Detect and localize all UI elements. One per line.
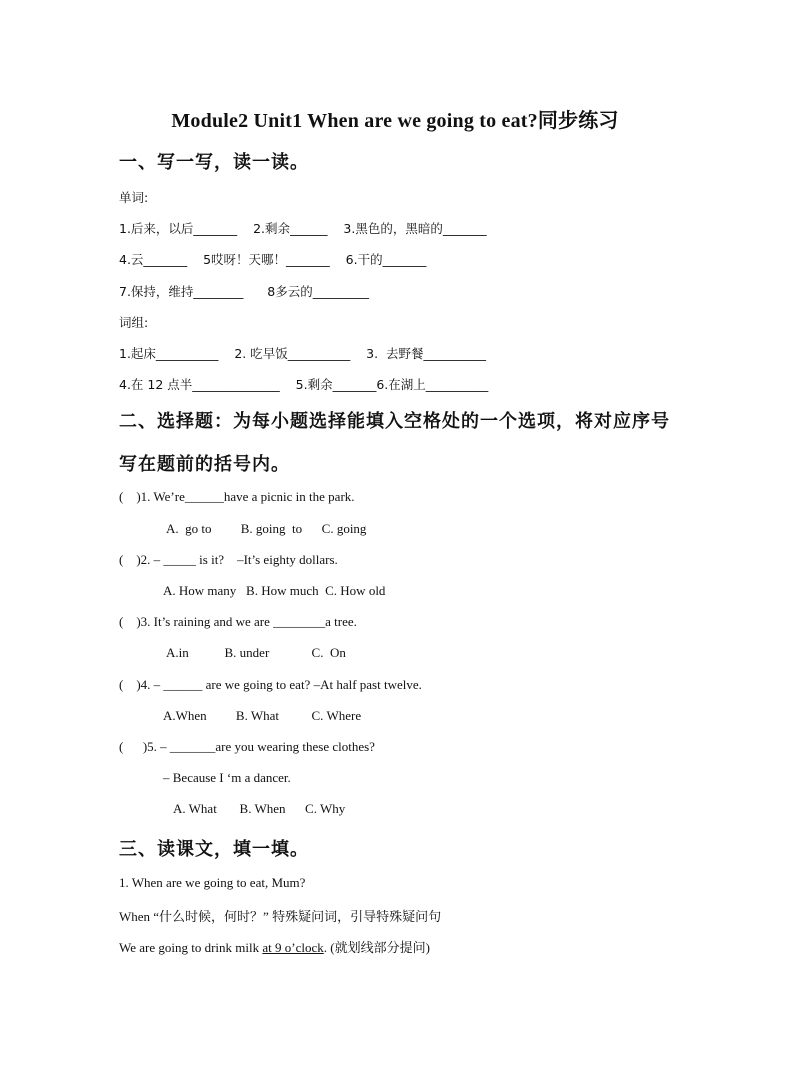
line3-underlined-phrase: at 9 o’clock — [262, 940, 324, 955]
section3-line-3 — [119, 937, 430, 956]
section2-heading-line2: 写在题前的括号内。 — [119, 454, 290, 475]
question-4-options: A.When B. What C. Where — [163, 708, 362, 723]
words-row-1: 1.后来，以后_______ 2.剩余______ 3.黑色的，黑暗的_______ — [119, 221, 487, 236]
question-3-options: A.in B. under C. On — [166, 645, 346, 660]
question-5: ( )5. – _______are you wearing these clothes? — [119, 739, 375, 754]
question-2: ( )2. – _____ is it? –It’s eighty dollars. — [119, 552, 338, 567]
question-1-options: A. go to B. going to C. going — [166, 521, 367, 536]
words-row-3: 7.保持，维持________ 8多云的_________ — [119, 284, 369, 299]
section2-heading-line1: 二、选择题：为每小题选择能填入空格处的一个选项，将对应序号 — [119, 411, 670, 432]
question-2-options: A. How many B. How much C. How old — [163, 583, 386, 598]
page-title: Module2 Unit1 When are we going to eat?同步练习 — [171, 110, 619, 132]
words-row-2: 4.云_______ 5哎呀！天哪！_______ 6.干的_______ — [119, 252, 427, 267]
question-5-options: A. What B. When C. Why — [173, 801, 346, 816]
question-1: ( )1. We’re______have a picnic in the park. — [119, 489, 355, 504]
question-4: ( )4. – ______ are we going to eat? –At half past twelve. — [119, 677, 422, 692]
section3-heading: 三、读课文，填一填。 — [119, 839, 309, 860]
phrases-row-2: 4.在 12 点半______________ 5.剩余_______6.在湖上__________ — [119, 377, 489, 392]
section3-line-1: 1. When are we going to eat, Mum? — [119, 875, 306, 890]
question-5-line2: – Because I ‘m a dancer. — [163, 770, 291, 785]
section3-line-2: When “什么时候，何时？” 特殊疑问词，引导特殊疑问句 — [119, 909, 442, 924]
question-3: ( )3. It’s raining and we are ________a tree. — [119, 614, 357, 629]
phrases-label: 词组: — [119, 315, 149, 330]
line3-suffix: . (就划线部分提问) — [323, 940, 430, 955]
phrases-row-1: 1.起床__________ 2. 吃早饭__________ 3. 去野餐__________ — [119, 346, 486, 361]
section1-heading: 一、写一写，读一读。 — [119, 152, 309, 173]
line3-prefix: We are going to drink milk — [119, 940, 263, 955]
words-label: 单词: — [119, 190, 149, 205]
